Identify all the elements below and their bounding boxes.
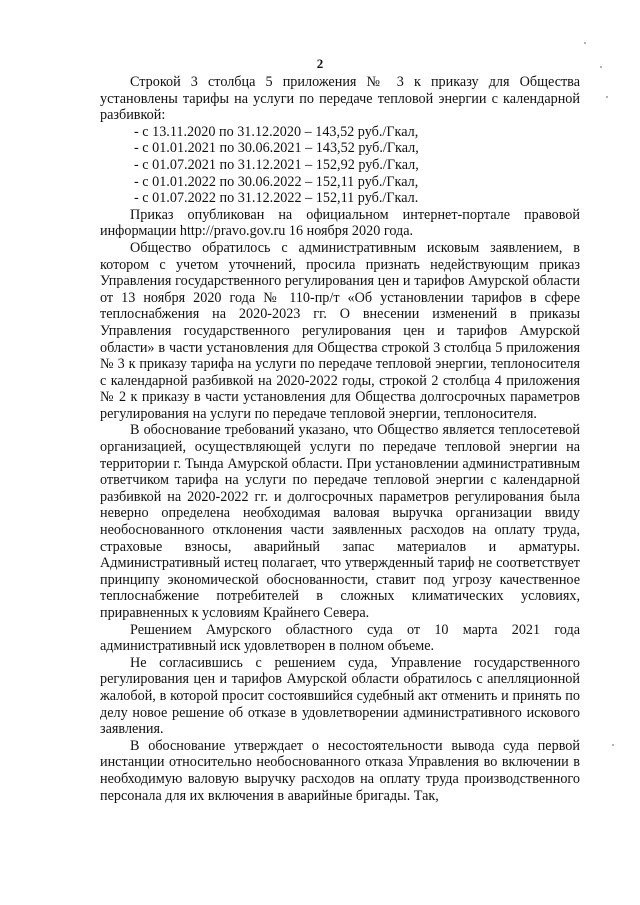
tariff-list-item: - с 01.01.2022 по 30.06.2022 – 152,11 руб./Гкал, [134, 173, 419, 190]
tariff-list [100, 124, 580, 207]
document-body [100, 74, 580, 804]
page-number: 2 [316, 56, 324, 71]
paragraph-publication: Приказ опубликован на официальном интернет-портале правовой информации http://pravo.gov.ru 16 ноября 2020 года. [100, 206, 580, 240]
paragraph-appeal-grounds: В обоснование утверждает о несостоятельности вывода суда первой инстанции относительно необоснованного отказа Управления во включении в необходимую валовую выручку расходов на оплату труда производственного персонала для их включения в аварийные бригады. Так, [100, 737, 580, 804]
paragraph-tariff-intro: Строкой 3 столбца 5 приложения № 3 к приказу для Общества установлены тарифы на услуги по передаче тепловой энергии с календарной разбивкой: [100, 74, 580, 124]
tariff-list-item: - с 01.07.2021 по 31.12.2021 – 152,92 руб./Гкал, [134, 156, 419, 173]
scan-speck [612, 744, 614, 746]
paragraph-claim: Общество обратилось с административным исковым заявлением, в котором с учетом уточнений, просила признать недействующим приказ Управления государственного регулирования цен и тарифов Амурской области от 13 ноября 2020 года № 110-пр/т «Об установлении тарифов в сфере теплоснабжения на 2020-2023 гг. О внесении изменений в приказы Управления государственного регулирования цен и тарифов Амурской области» в части установления для Общества строкой 3 столбца 5 приложения № 3 к приказу тарифа на услуги по передаче тепловой энергии, теплоносителя с календарной разбивкой на 2020-2022 годы, строкой 2 столбца 4 приложения № 2 к приказу в части установления для Общества долгосрочных параметров регулирования на услуги по передаче тепловой энергии, теплоносителя. [100, 239, 580, 422]
tariff-list-item: - с 01.01.2021 по 30.06.2021 – 143,52 руб./Гкал, [134, 140, 419, 157]
paragraph-grounds: В обоснование требований указано, что Общество является теплосетевой организацией, осуществляющей услуги по передаче тепловой энергии на территории г. Тында Амурской области. При установлении административным ответчиком тарифа на услуги по передаче тепловой энергии с календарной разбивкой на 2020-2022 гг. и долгосрочных параметров регулирования была неверно определена необходимая валовая выручка организации ввиду необоснованного отклонения части заявленных расходов на оплату труда, страховые взносы, аварийный запас материалов и арматуры. Административный истец полагает, что утвержденный тариф не соответствует принципу экономической обоснованности, ставит под угрозу качественное теплоснабжение потребителей в сложных климатических условиях, приравненных к условиям Крайнего Севера. [100, 422, 580, 621]
scan-speck [600, 66, 602, 68]
scan-speck [584, 42, 586, 44]
paragraph-decision: Решением Амурского областного суда от 10 марта 2021 года административный иск удовлетворен в полном объеме. [100, 621, 580, 655]
scan-speck [606, 96, 608, 98]
tariff-list-item: - с 01.07.2022 по 31.12.2022 – 152,11 руб./Гкал. [134, 190, 419, 207]
tariff-list-item: - с 13.11.2020 по 31.12.2020 – 143,52 руб./Гкал, [134, 123, 419, 140]
paragraph-appeal: Не согласившись с решением суда, Управление государственного регулирования цен и тарифов Амурской области обратилось с апелляционной жалобой, в которой просит состоявшийся судебный акт отменить и принять по делу новое решение об отказе в удовлетворении административного искового заявления. [100, 654, 580, 738]
